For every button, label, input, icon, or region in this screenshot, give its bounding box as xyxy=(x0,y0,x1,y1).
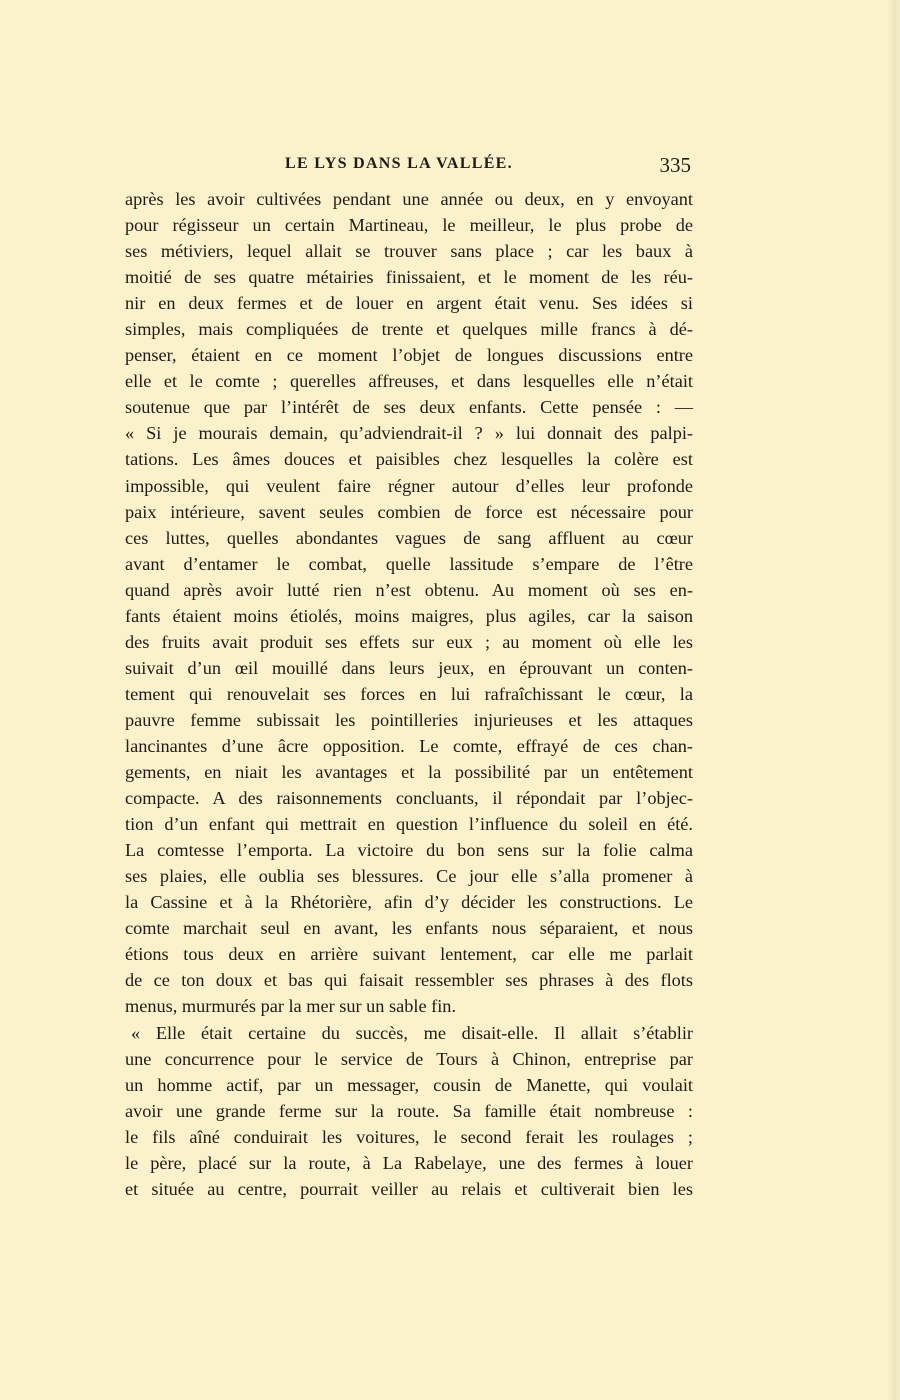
running-title: LE LYS DANS LA VALLÉE. xyxy=(285,155,513,172)
body-text xyxy=(125,186,693,1202)
text-line: la Cassine et à la Rhétorière, afin d’y décider les constructions. Le xyxy=(125,892,693,913)
text-line: des fruits avait produit ses effets sur eux ; au moment où elle les xyxy=(125,631,693,652)
text-line: avant d’entamer le combat, quelle lassitude s’empare de l’être xyxy=(125,553,693,574)
text-line: une concurrence pour le service de Tours à Chinon, entreprise par xyxy=(125,1048,693,1069)
text-line: tement qui renouvelait ses forces en lui rafraîchissant le cœur, la xyxy=(125,683,693,704)
text-line: « Elle était certaine du succès, me disait-elle. Il allait s’établir xyxy=(131,1022,693,1043)
text-line: un homme actif, par un messager, cousin de Manette, qui voulait xyxy=(125,1074,693,1095)
text-line: « Si je mourais demain, qu’adviendrait-il ? » lui donnait des palpi- xyxy=(125,423,693,444)
text-line: compacte. A des raisonnements concluants, il répondait par l’objec- xyxy=(125,788,693,809)
text-line: quand après avoir lutté rien n’est obtenu. Au moment où ses en- xyxy=(125,579,693,600)
text-line: et située au centre, pourrait veiller au relais et cultiverait bien les xyxy=(125,1178,693,1199)
text-line: étions tous deux en arrière suivant lentement, car elle me parlait xyxy=(125,944,693,965)
running-header xyxy=(125,155,693,181)
text-line: simples, mais compliquées de trente et quelques mille francs à dé- xyxy=(125,319,693,340)
text-line: avoir une grande ferme sur la route. Sa famille était nombreuse : xyxy=(125,1100,693,1121)
text-line: ses plaies, elle oublia ses blessures. Ce jour elle s’alla promener à xyxy=(125,866,693,887)
text-line: penser, étaient en ce moment l’objet de longues discussions entre xyxy=(125,345,693,366)
text-line: tations. Les âmes douces et paisibles chez lesquelles la colère est xyxy=(125,449,693,470)
text-line: paix intérieure, savent seules combien de force est nécessaire pour xyxy=(125,501,693,522)
text-line: suivait d’un œil mouillé dans leurs jeux, en éprouvant un conten- xyxy=(125,657,693,678)
text-line: ses métiviers, lequel allait se trouver sans place ; car les baux à xyxy=(125,241,693,262)
text-line: La comtesse l’emporta. La victoire du bon sens sur la folie calma xyxy=(125,840,693,861)
text-line: nir en deux fermes et de louer en argent était venu. Ses idées si xyxy=(125,293,693,314)
text-line: comte marchait seul en avant, les enfants nous séparaient, et nous xyxy=(125,918,693,939)
text-line: fants étaient moins étiolés, moins maigres, plus agiles, car la saison xyxy=(125,605,693,626)
text-line: pour régisseur un certain Martineau, le meilleur, le plus probe de xyxy=(125,215,693,236)
text-line: après les avoir cultivées pendant une année ou deux, en y envoyant xyxy=(125,189,693,209)
text-line: elle et le comte ; querelles affreuses, et dans lesquelles elle n’était xyxy=(125,371,693,392)
text-line: lancinantes d’une âcre opposition. Le comte, effrayé de ces chan- xyxy=(125,735,693,756)
text-line: ces luttes, quelles abondantes vagues de sang affluent au cœur xyxy=(125,527,693,548)
text-line: le fils aîné conduirait les voitures, le second ferait les roulages ; xyxy=(125,1126,693,1147)
text-line: pauvre femme subissait les pointilleries injurieuses et les attaques xyxy=(125,709,693,730)
text-line: de ce ton doux et bas qui faisait ressembler ses phrases à des flots xyxy=(125,970,693,991)
page-number: 335 xyxy=(659,153,691,177)
text-line: le père, placé sur la route, à La Rabelaye, une des fermes à louer xyxy=(125,1152,693,1173)
text-line: impossible, qui veulent faire régner autour d’elles leur profonde xyxy=(125,475,693,496)
text-line: menus, murmurés par la mer sur un sable fin. xyxy=(125,996,457,1017)
text-line: moitié de ses quatre métairies finissaient, et le moment de les réu- xyxy=(125,267,693,288)
text-line: tion d’un enfant qui mettrait en question l’influence du soleil en été. xyxy=(125,814,693,835)
text-line: gements, en niait les avantages et la possibilité par un entêtement xyxy=(125,762,693,783)
page-edge-shadow xyxy=(888,0,900,1400)
text-line: soutenue que par l’intérêt de ses deux enfants. Cette pensée : — xyxy=(125,397,693,418)
